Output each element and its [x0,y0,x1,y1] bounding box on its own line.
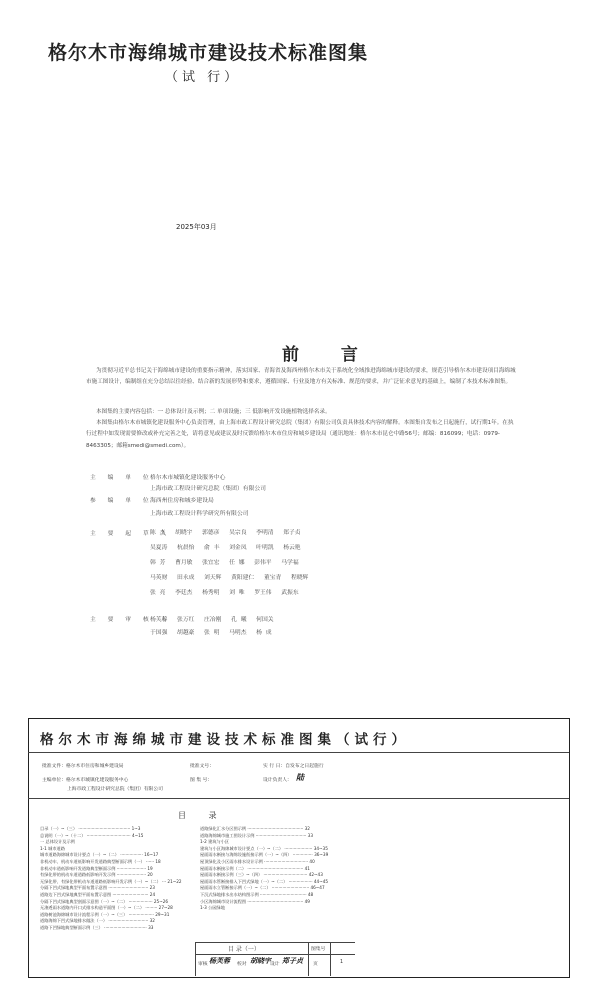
preface-paragraph: 本图集由格尔木市城镇化建设服务中心负责管理，由上海市政工程设计研究总院（集团）有限公司负责具体技术内容的解释。本图集自发布之日起施行，试行期1年。在执行过程中如发现需要修改或补充完善之处，请将意见或建议及时反馈给格尔木市住房和城乡建设局（通讯地址：格尔木市昆仑中路56号；邮编：816099；电话：0979-8463305；邮箱smedi@smedi.com）。 [86,420,514,449]
toc-entry: 道路海绵城市施工图设计示例 ······································ 33 [200,832,314,838]
atlas-no: 图 集 号： [190,778,213,783]
footer-title: 目 录（一） [228,946,260,953]
toc-entry: 屋面雨水断接示例（三）~（四） ································· 42~43 [200,872,323,878]
toc-heading: 目 录 [178,811,227,820]
toc-entry: 屋面雨水管断接排入下凹式绿地（一）~（二） ·················· 44~45 [200,878,329,884]
footer-check-signature: 胡晓宇 [250,956,271,965]
reviewers-label: 主 要 审 核 人 [90,617,172,623]
sheet-title: 格尔木市海绵城市建设技术标准图集（试行） [40,732,410,748]
toc-entry: 非机动车道低影响开发道路典型断面示例 ······················ 19 [40,865,153,871]
approval-doc-no: 批准文号： [190,764,214,769]
title-block-border [195,954,355,955]
footer-design-label: 设计 [270,962,280,967]
drafters-row: 吴夏涛 杭晨怡 俞 丰 刘金凤 叶明凯 杨云艳 [150,545,301,551]
preface-paragraph: 为贯彻习近平总书记关于海绵城市建设的重要指示精神，落实国家、青海省及海西州格尔木市关于系统化全域推进海绵城市建设的要求，规范引导格尔木市建设项目海绵城市施工图设计，编制组在充分总结以往经验、结合新的发展形势和要求，遵循国家、行业及地方有关标准、规范的要求，并广泛征求意见的基础上，编制了本技术标准图集。 [86,368,516,386]
footer-review-label: 审核 [198,962,208,967]
chief-units-2: 上海市政工程设计研究总院（集团）有限公司 [67,787,163,792]
approval-unit: 批准文件：格尔木市住房和城乡建设局 [42,764,124,769]
execution-date: 实 行 日：自发布之日起施行 [263,764,324,769]
drafters-row: 陈 杰 胡晓宇 郭德彦 吴宗良 李明清 郑子贞 [150,530,301,536]
title-block-border [308,942,309,976]
atlas-subtitle: （试 行） [165,70,242,85]
drafters-label: 主 要 起 草 人 [90,531,172,537]
title-block-border [330,942,331,976]
toc-entry: 道路树池海绵城市设计流程示例（一）~（三） ··················· 29~31 [40,911,170,917]
participating-units-label: 参 编 单 位 [90,498,154,504]
design-lead: 设计负责人： [263,778,292,783]
toc-entry: 分隔下凹式绿地典型平面布置示意图 ······························ 23 [40,885,155,891]
atlas-title: 格尔木市海绵城市建设技术标准图集 [48,42,369,64]
toc-left-column [40,826,182,932]
toc-entry: 1-2 建筑与小区 [200,839,230,845]
chief-units-label: 主 编 单 位 [90,475,154,481]
toc-entry: 道路海绵下凹式绿地排水做法（一） ······························ 32 [40,918,155,924]
toc-entry: 道路边下凹式绿地典型平面布置示意图 ··························· 24 [40,891,156,897]
reviewers-row: 于国强 胡越豪 张 明 马明杰 杨 成 [150,630,272,636]
design-lead-signature: 陆 [296,772,304,782]
preface-paragraph: 本图集的主要内容包括：一 总体设计及示例；二 单项设施；三 低影响开发设施植物选择名录。 [96,409,331,415]
toc-entry: 无渗透雨水道路内开口式排水构造平面图（一）~（二） ········· 27~28 [40,905,173,911]
drafters-row: 张 亮 李廷杰 杨秀明 刘 唯 罗王伟 武振东 [150,590,299,596]
toc-entry: 总说明（一）~（十二） ································· 4~15 [40,832,144,838]
toc-entry: 城市道路海绵城市设计要点（一）~（二） ················· 16~17 [40,852,159,858]
participating-unit: 上海市政工程设计科学研究所有限公司 [150,511,249,517]
drafters-row: 马英财 田永成 刘天辉 黄阳建仁 董宝青 程晓辉 [150,575,309,581]
footer-page-number: 1 [340,960,344,965]
footer-page-label: 页 [313,962,318,967]
toc-entry: 下沉式绿地排水出水结构图示例 ··································· 48 [200,891,314,897]
divider [28,752,569,753]
toc-entry: 目录（一）~（三） ······································· 1~3 [40,826,141,831]
toc-entry: 分隔下凹式绿地典型剖面示意图（一）~（二） ·················· 25~26 [40,898,169,904]
chief-units: 主编单位：格尔木市城镇化建设服务中心 [42,778,129,783]
toc-entry: 屋顶绿化及小区雨水排水设计示例 ································· 40 [200,858,315,864]
toc-entry: 道路绿化汇水分区图示例 ·········································· 32 [200,826,310,831]
title-block-border [195,942,355,943]
divider [28,798,569,799]
chief-unit: 上海市政工程设计研究总院（集团）有限公司 [150,486,266,492]
toc-entry: 屋面雨水立管断接示例（一）~（二） ···························· 46~47 [200,885,325,891]
toc-entry: 屋面雨水断接与海绵设施衔接示例（一）~（四） ··············· 36~39 [200,852,329,858]
preface-heading: 前 言 [282,345,376,365]
toc-entry: 一 总体设计及示例 [40,839,75,845]
footer-check-label: 校对 [237,962,247,967]
toc-entry: 屋面雨水断接示例（二） ·········································· 41 [200,865,310,871]
toc-entry: 非机动车、机动车道低影响开发道路典型断面示例（一） ······ 18 [40,858,161,864]
participating-unit: 海西州住房和城乡建设局 [150,498,214,504]
footer-atlas-no-label: 图集号 [311,947,326,952]
toc-entry: 1-1 城市道路 [40,845,65,851]
publish-date: 2025年03月 [176,223,217,231]
reviewers-row: 杨芙蓉 张万红 庄冶刚 孔 曦 何国关 [150,617,274,623]
toc-entry: 无绿化带、有绿化带机动车道道路低影响开发示例（一）~（二） ··· 21~22 [40,878,182,884]
toc-entry: 建筑与小区海绵城市设计要点（一）~（二） ····················· 34~35 [200,845,328,851]
drafters-row: 韩 芳 曹月敏 张宜宏 任 娜 彭伟平 马学福 [150,560,299,566]
footer-review-signature: 杨芙蓉 [209,956,230,965]
chief-unit: 格尔木市城镇化建设服务中心 [150,475,226,481]
footer-design-signature: 郑子贞 [282,956,303,965]
title-block-border [195,942,196,976]
toc-right-column [200,826,328,912]
toc-entry: 小区海绵城市设计流程图 ·········································· 49 [200,898,310,904]
toc-entry: 1-3 公园绿地 [200,905,225,911]
toc-entry: 道路下凹绿地典型断面示例（三） ································ 33 [40,924,154,930]
toc-entry: 有绿化带的机动车道道路低影响开发示例 ······················ 20 [40,872,153,878]
